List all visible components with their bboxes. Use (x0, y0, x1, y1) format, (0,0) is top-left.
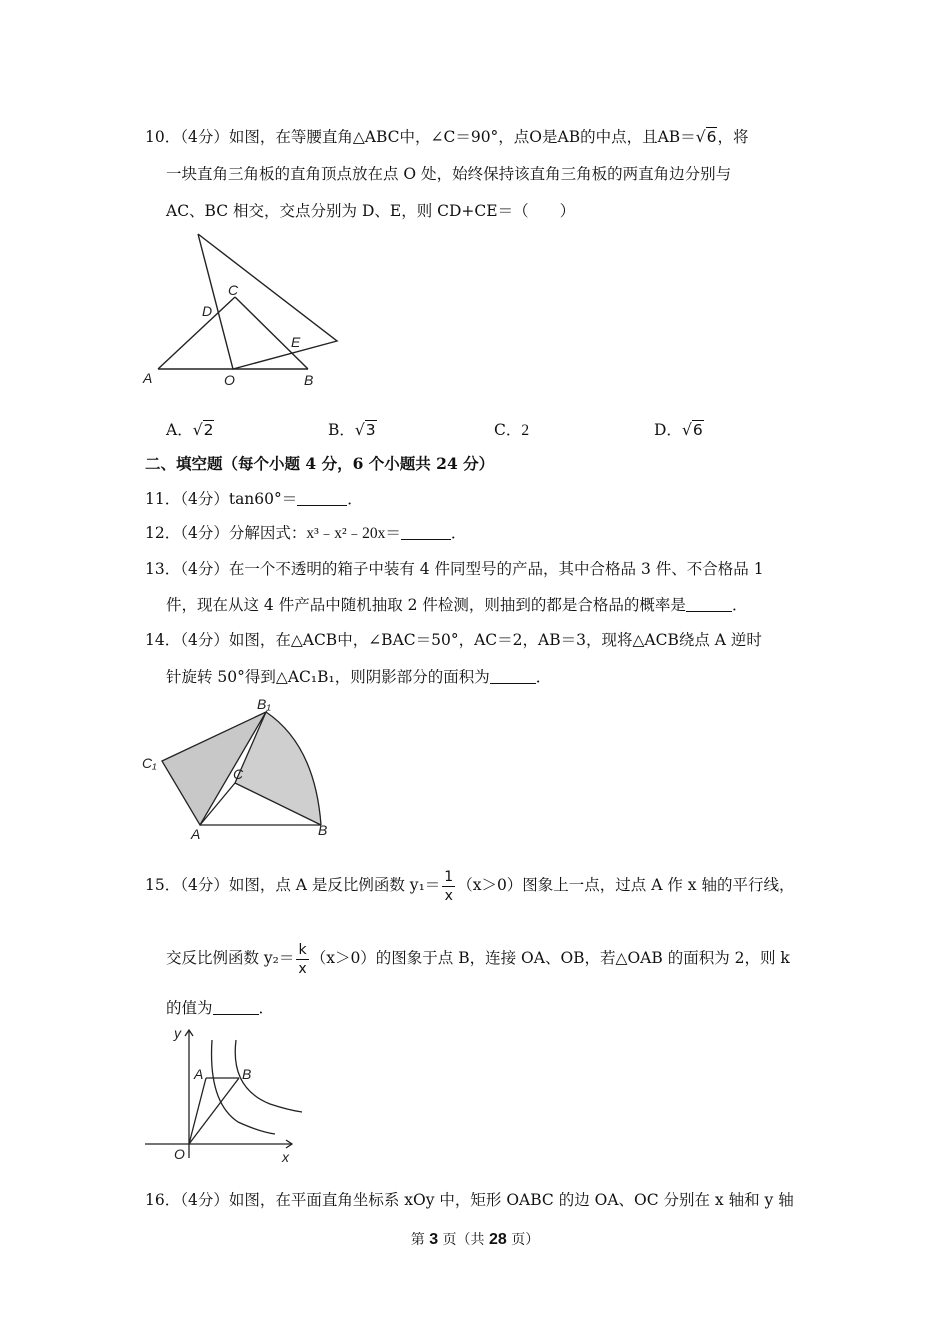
q15-figure (140, 1022, 310, 1167)
q10-line3: AC、BC 相交，交点分别为 D、E，则 CD+CE＝（ ） (166, 202, 576, 220)
q14-line1: 14．（4分）如图，在△ACB中，∠BAC＝50°，AC＝2，AB＝3，现将△ACB绕点 A 逆时 (145, 631, 762, 649)
label-e: E (291, 334, 301, 350)
section-2-title: 二、填空题（每个小题 4 分，6 个小题共 24 分） (145, 454, 495, 473)
q11: 11．（4分）tan60°＝ ． (145, 490, 363, 508)
label-y: y (174, 1025, 181, 1041)
answer-blank[interactable] (297, 491, 347, 506)
fraction-1-over-x: $\frac{1}{x}$ (444, 868, 454, 904)
option-c[interactable]: C．2 (494, 421, 530, 439)
curve-y1 (212, 1040, 275, 1134)
segment-oa (189, 1078, 206, 1144)
q10-figure (140, 228, 350, 393)
answer-blank[interactable] (213, 1000, 259, 1015)
q13-line1: 13．（4分）在一个不透明的箱子中装有 4 件同型号的产品，其中合格品 3 件、不合格品 1 (145, 560, 764, 578)
option-a[interactable]: A．√2 (166, 421, 214, 439)
answer-blank[interactable] (490, 669, 536, 684)
sqrt-ab: √6 (695, 128, 717, 146)
label-o: O (224, 372, 235, 388)
q10-line1-text: 10．（4分）如图，在等腰直角△ABC中，∠C＝90°，点O是AB的中点，且AB＝ (145, 128, 696, 146)
label-a: A (194, 1066, 204, 1082)
label-o: O (174, 1146, 185, 1162)
total-pages: 28 (489, 1231, 507, 1248)
label-a: A (143, 370, 153, 386)
segment-ob (189, 1078, 239, 1144)
label-a: A (191, 826, 201, 842)
q14-line2: 针旋转 50°得到△AC₁B₁，则阴影部分的面积为 ． (166, 668, 552, 686)
label-b: B (318, 822, 328, 838)
q16-line1: 16．（4分）如图，在平面直角坐标系 xOy 中，矩形 OABC 的边 OA、OC 分别在 x 轴和 y 轴 (145, 1191, 794, 1209)
option-b[interactable]: B．√3 (328, 421, 376, 439)
label-x: x (282, 1149, 289, 1165)
page-number: 3 (429, 1231, 439, 1248)
answer-blank[interactable] (686, 597, 732, 612)
q14-figure (140, 695, 340, 843)
q13-line2: 件，现在从这 4 件产品中随机抽取 2 件检测，则抽到的都是合格品的概率是 ． (166, 596, 748, 614)
q15-line3: 的值为 ． (166, 999, 275, 1017)
answer-blank[interactable] (401, 525, 451, 540)
label-c1: C₁ (142, 755, 157, 771)
q10-line2: 一块直角三角板的直角顶点放在点 O 处，始终保持该直角三角板的两直角边分别与 (166, 165, 732, 183)
set-square (198, 234, 337, 369)
q15-line2: 交反比例函数 y₂＝ $\frac{k}{x}$ （x＞0）的图象于点 B，连接 OA、OB，若△OAB 的面积为 2，则 k (166, 941, 790, 977)
label-b: B (242, 1066, 252, 1082)
fraction-k-over-x: $\frac{k}{x}$ (298, 941, 307, 977)
label-d: D (202, 303, 213, 319)
label-b1: B₁ (257, 696, 271, 712)
q15-line1: 15．（4分）如图，点 A 是反比例函数 y₁＝ $\frac{1}{x}$ （x＞0）图象上一点，过点 A 作 x 轴的平行线， (145, 868, 795, 904)
label-c: C (228, 282, 239, 298)
label-c: C (233, 766, 244, 782)
option-d[interactable]: D．√6 (654, 421, 703, 439)
q10-line1: 10．（4分）如图，在等腰直角△ABC中，∠C＝90°，点O是AB的中点，且AB＝√6，将 (145, 128, 749, 146)
page-footer: 第 3 页（共 28 页） (410, 1231, 540, 1248)
label-b: B (304, 372, 314, 388)
q12: 12．（4分）分解因式：x³﹣x²﹣20x＝ ． (145, 524, 467, 542)
